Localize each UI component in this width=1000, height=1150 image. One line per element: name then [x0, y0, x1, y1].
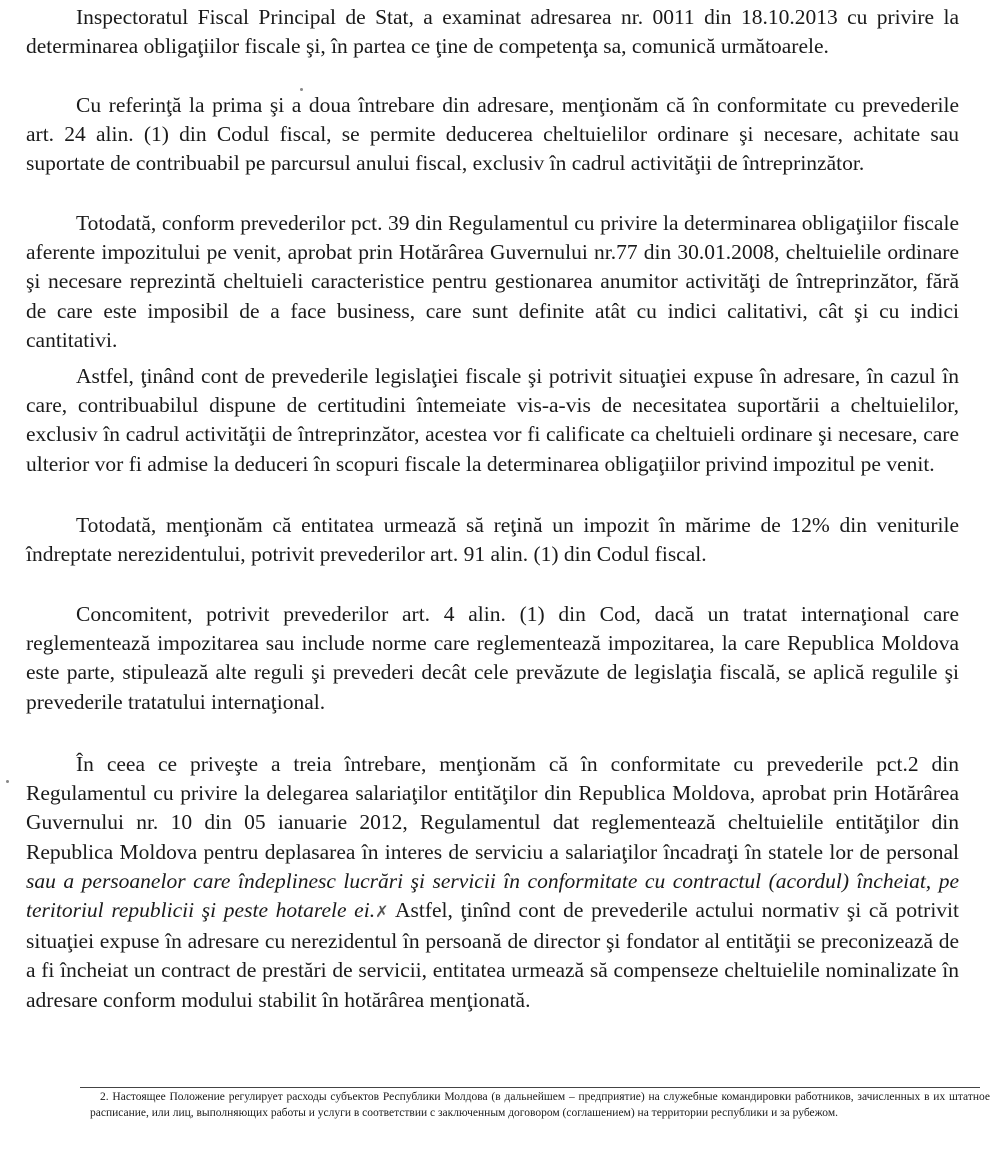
scan-speck: [6, 780, 9, 783]
footnote-separator: [80, 1087, 980, 1088]
footnote-text: 2. Настоящее Положение регулирует расходы субъектов Республики Молдова (в дальнейшем – предприятие) на служебные командировки работников, зачисленных в их штатное расписание, или лиц, выполняющих работы и услуги в соответствии с заключенным договором (соглашением) на территории республики и за рубежом.: [90, 1091, 990, 1119]
third-question-text-start: În ceea ce priveşte a treia întrebare, menţionăm că în conformitate cu prevederile pct.2 din Regulamentul cu privire la delegarea salariaţilor entităţilor din Republica Moldova, aprobat prin Hotărârea Guvernului nr. 10 din 05 ianuarie 2012, Regulamentul dat reglementează cheltuielile entităţilor din Republica Moldova pentru deplasarea în interes de serviciu a salariaţilor încadraţi în statele lor de personal: [26, 752, 959, 864]
third-question-text-end: Astfel, ţinînd cont de prevederile actului normativ şi că potrivit situaţiei expuse în adresare cu nerezidentul în persoană de director şi fondator al entităţii se preconizează de a fi încheiat un contract de prestări de servicii, entitatea urmează să compenseze cheltuielile nominalizate în adresare conform modului stabilit în hotărârea menţionată.: [26, 898, 959, 1012]
paragraph-international-treaty: Concomitent, potrivit prevederilor art. 4 alin. (1) din Cod, dacă un tratat internaţional care reglementează impozitarea sau include norme care reglementează impozitarea, la care Republica Moldova este parte, stipulează alte reguli şi prevederi decât cele prevăzute de legislaţia fiscală, se aplică regulile şi prevederile tratatului internaţional.: [26, 602, 959, 714]
paragraph-regulation-pct39: Totodată, conform prevederilor pct. 39 din Regulamentul cu privire la determinarea obligaţiilor fiscale aferente impozitului pe venit, aprobat prin Hotărârea Guvernului nr.77 din 30.01.2008, cheltuielile ordinare şi necesare reprezintă cheltuieli caracteristice pentru gestionarea anumitor activităţi de întreprinzător, fără de care este imposibil de a face business, care sunt definite atât cu indici calitativi, cât şi cu indici cantitativi.: [26, 211, 959, 352]
paragraph-withholding-tax: Totodată, menţionăm că entitatea urmează să reţină un impozit în mărime de 12% din veniturile îndreptate nerezidentului, potrivit prevederilor art. 91 alin. (1) din Codul fiscal.: [26, 513, 959, 567]
scan-speck: [300, 88, 303, 91]
paragraph-first-second-question: Cu referinţă la prima şi a doua întrebare din adresare, menţionăm că în conformitate cu prevederile art. 24 alin. (1) din Codul fiscal, se permite deducerea cheltuielilor ordinare şi necesare, achitate sau suportate de contribuabil pe parcursul anului fiscal, exclusiv în cadrul activităţii de întreprinzător.: [26, 93, 959, 176]
paragraph-intro: Inspectoratul Fiscal Principal de Stat, a examinat adresarea nr. 0011 din 18.10.2013 cu privire la determinarea obligaţiilor fiscale şi, în partea ce ţine de competenţa sa, comunică următoarele.: [26, 5, 959, 59]
handwritten-insertion: sau a persoanelor care îndeplinesc lucrări şi servicii în conformitate cu contractul (acordul) încheiat, pe teritoriul republicii şi peste hotarele ei.: [26, 868, 959, 923]
paragraph-third-question: [26, 750, 959, 1015]
paragraph-legislation-deductions: Astfel, ţinând cont de prevederile legislaţiei fiscale şi potrivit situaţiei expuse în adresare, în cazul în care, contribuabilul dispune de certitudini întemeiate vis-a-vis de necesitatea suportării a cheltuielilor, exclusiv în cadrul activităţii de întreprinzător, acestea vor fi calificate ca cheltuieli ordinare şi necesare, care ulterior vor fi admise la deduceri în scopuri fiscale la determinarea obligaţiilor privind impozitul pe venit.: [26, 364, 959, 476]
handwritten-mark: ✗: [375, 904, 389, 922]
